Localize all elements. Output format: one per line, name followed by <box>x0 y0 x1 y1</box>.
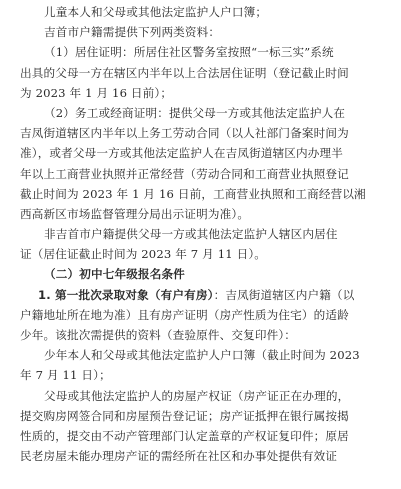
text-line <box>20 285 387 305</box>
text-line: 非吉首市户籍提供父母一方或其他法定监护人辖区内居住 <box>44 227 338 242</box>
text-line: 提交购房网签合同和房屋预告登记证；房产证抵押在银行属按揭 <box>20 408 349 423</box>
text-line: 为 2023 年 1 月 16 日前）； <box>20 85 173 100</box>
text-line: 户籍地址所在地为准）且有房产证明（房产性质为住宅）的适龄 <box>20 307 349 322</box>
text-line: 出具的父母一方在辖区内半年以上合法居住证明（登记截止时间 <box>20 65 349 80</box>
text-line: 年 7 月 11 日）； <box>20 368 111 383</box>
text-line: 证（居住证截止时间为 2023 年 7 月 11 日）。 <box>20 247 267 262</box>
text-line: 少年本人和父母或其他法定监护人户口簿（截止时间为 2023 <box>44 348 360 363</box>
text-line: 准），或者父母一方或其他法定监护人在吉凤街道辖区内办理半 <box>20 146 344 161</box>
text-line: （2）务工或经商证明：提供父母一方或其他法定监护人在 <box>44 105 346 120</box>
text-line: 民老房屋未能办理房产证的需经所在社区和办事处提供有效证 <box>20 449 338 464</box>
text-line: 年以上工商营业执照并正常经营（劳动合同和工商营业执照登记 <box>20 166 349 181</box>
text-line: 性质的，提交由不动产管理部门认定盖章的产权证复印件；原居 <box>20 428 349 443</box>
text-line: 截止时间为 2023 年 1 月 16 日前，工商营业执照和工商经营以湘 <box>20 186 366 201</box>
section-heading: （二）初中七年级报名条件 <box>44 267 185 282</box>
text-line: 吉凤街道辖区内半年以上务工劳动合同（以人社部门备案时间为 <box>20 126 349 141</box>
item-text: ：吉凤街道辖区内户籍（以 <box>213 287 355 302</box>
text-line: 儿童本人和父母或其他法定监护人户口簿； <box>44 5 268 19</box>
text-line: 吉首市户籍需提供下列两类资料： <box>44 25 221 40</box>
text-line: （1）居住证明：所居住社区警务室按照“一标三实”系统 <box>44 45 334 60</box>
text-line: 父母或其他法定监护人的房屋产权证（房产证正在办理的， <box>44 388 350 403</box>
item-title: 1. 第一批次录取对象（有户有房） <box>38 287 214 302</box>
text-line: 西高新区市场监督管理分局出示证明为准）。 <box>20 206 250 221</box>
text-line: 少年。该批次需提供的资料（查验原件、交复印件）： <box>20 328 297 342</box>
